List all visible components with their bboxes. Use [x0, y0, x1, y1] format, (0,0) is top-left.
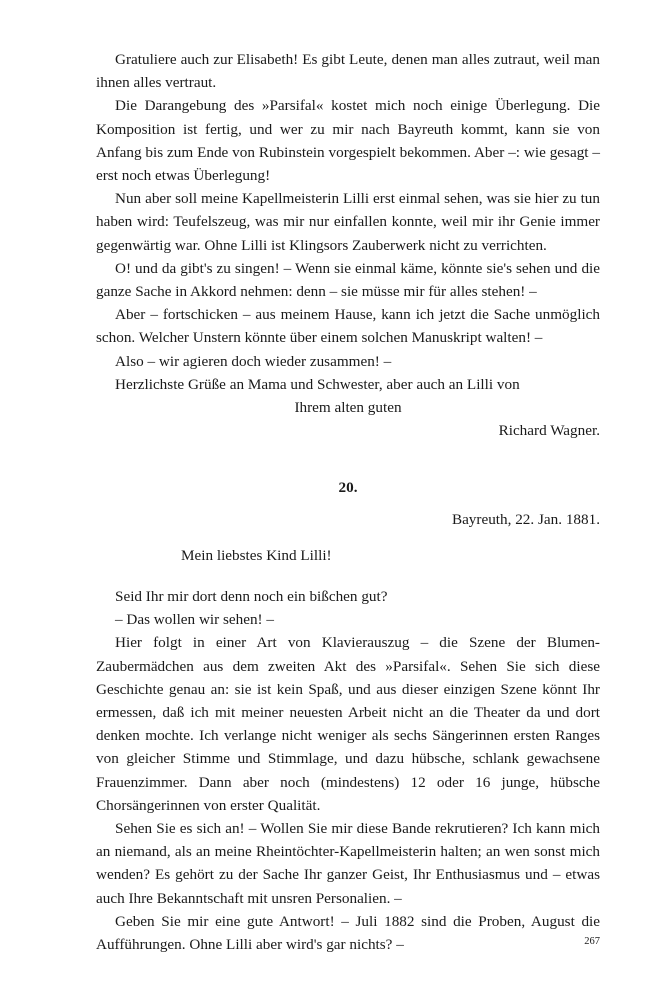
- paragraph: Nun aber soll meine Kapellmeisterin Lilli erst einmal sehen, was sie hier zu tun haben wird: Teufelszeug, was mir nur einfallen konnte, weil mir ihr Genie immer gegenwärtig war. Ohne Lilli ist Klingsors Zauberwerk nicht zu verrichten.: [96, 190, 600, 254]
- letter-date: Bayreuth, 22. Jan. 1881.: [451, 511, 600, 528]
- paragraph: Geben Sie mir eine gute Antwort! – Juli 1882 sind die Proben, August die Aufführungen. Ohne Lilli aber wird's gar nichts? –: [96, 912, 600, 954]
- paragraph: O! und da gibt's zu singen! – Wenn sie einmal käme, könnte sie's sehen und die ganze Sache in Akkord nehmen: denn – sie müsse mir für alles stehen! –: [96, 259, 600, 301]
- page-number: 267: [584, 936, 600, 947]
- paragraph: Die Darangebung des »Parsifal« kostet mich noch einige Überlegung. Die Komposition ist fertig, und wer zu mir nach Bayreuth kommt, kann sie von Anfang bis zum Ende von Rubinstein vorgespielt bekommen. Aber –: wie gesagt – erst noch etwas Überlegung!: [96, 97, 600, 185]
- letter-number-heading: 20.: [338, 479, 358, 496]
- paragraph: Herzlichste Grüße an Mama und Schwester, aber auch an Lilli von: [115, 375, 520, 393]
- letter-19-body: [96, 48, 600, 442]
- letter-20-body: [96, 585, 600, 956]
- paragraph: Gratuliere auch zur Elisabeth! Es gibt Leute, denen man alles zutraut, weil man ihnen alles vertraut.: [96, 51, 600, 92]
- paragraph: – Das wollen wir sehen! –: [115, 611, 275, 629]
- paragraph: Hier folgt in einer Art von Klavierauszug – die Szene der Blumen-Zaubermädchen aus dem zweiten Akt des »Parsifal«. Sehen Sie sich diese Geschichte genau an: sie ist kein Spaß, und aus dieser einzigen Szene könnt Ihr ermessen, daß ich mit meiner neuesten Arbeit nicht an die Theater da und dort denken mochte. Ich verlange nicht weniger als sechs Sängerinnen ersten Ranges von gleicher Stimme und Stimmlage, und dazu hübsche, schlank gewachsene Frauenzimmer. Dann aber noch (mindestens) 12 oder 16 junge, hübsche Chorsängerinnen von erster Qualität.: [96, 634, 600, 814]
- paragraph: Aber – fortschicken – aus meinem Hause, kann ich jetzt die Sache unmöglich schon. Welcher Unstern könnte über einem solchen Manuskript walten! –: [96, 306, 600, 347]
- letter-closing: Ihrem alten guten: [294, 399, 402, 417]
- paragraph: Seid Ihr mir dort denn noch ein bißchen gut?: [115, 588, 388, 605]
- letter-signature: Richard Wagner.: [498, 422, 600, 440]
- paragraph: Sehen Sie es sich an! – Wollen Sie mir diese Bande rekrutieren? Ich kann mich an niemand, als an meine Rheintöchter-Kapellmeisterin halten; an wen sonst mich wenden? Es gehört zu der Sache Ihr ganzer Geist, Ihr Enthusiasmus und – etwas auch Ihre Bekanntschaft mit unsren Personalien. –: [96, 820, 600, 907]
- letter-salutation: Mein liebstes Kind Lilli!: [181, 547, 332, 564]
- paragraph: Also – wir agieren doch wieder zusammen! –: [115, 352, 392, 370]
